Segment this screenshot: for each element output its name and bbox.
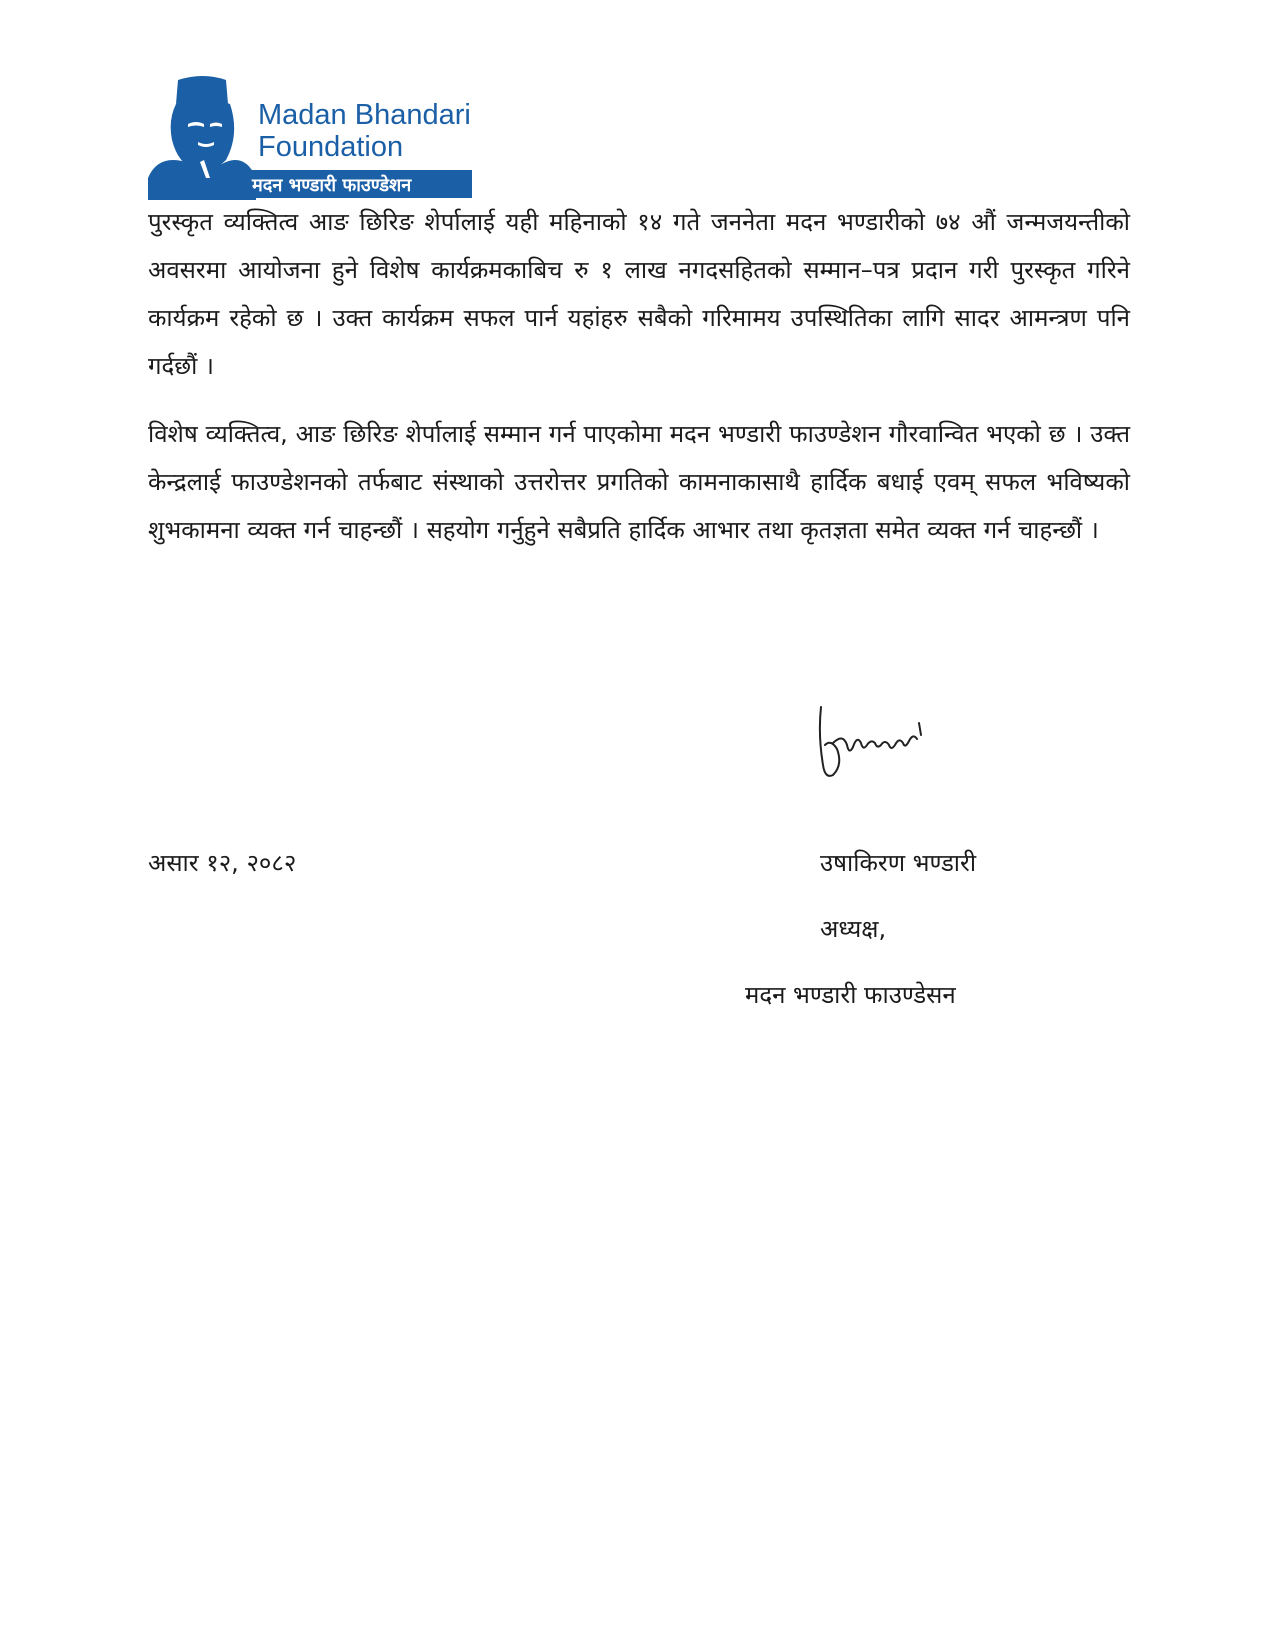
logo-name-line2: Foundation	[258, 131, 404, 163]
signer-name: उषाकिरण भण्डारी	[820, 849, 977, 877]
paragraph-invitation: पुरस्कृत व्यक्तित्व आङ छिरिङ शेर्पालाई यही महिनाको १४ गते जननेता मदन भण्डारीको ७४ औं जन्मजयन्तीको अवसरमा आयोजना हुने विशेष कार्यक्रमकाबिच रु १ लाख नगदसहितको सम्मान–पत्र प्रदान गरी पुरस्कृत गरिने कार्यक्रम रहेको छ । उक्त कार्यक्रम सफल पार्न यहांहरु सबैको गरिमामय उपस्थितिका लागि सादर आमन्त्रण पनि गर्दछौं ।	[148, 208, 1130, 380]
letter-date: असार १२, २०८२	[148, 849, 297, 877]
handwritten-signature	[815, 705, 930, 783]
portrait-silhouette-icon	[148, 76, 256, 200]
paragraph-congratulation: विशेष व्यक्तित्व, आङ छिरिङ शेर्पालाई सम्मान गर्न पाएकोमा मदन भण्डारी फाउण्डेशन गौरवान्वित भएको छ । उक्त केन्द्रलाई फाउण्डेशनको तर्फबाट संस्थाको उत्तरोत्तर प्रगतिको कामनाकासाथै हार्दिक बधाई एवम् सफल भविष्यको शुभकामना व्यक्त गर्न चाहन्छौं । सहयोग गर्नुहुने सबैप्रति हार्दिक आभार तथा कृतज्ञता समेत व्यक्त गर्न चाहन्छौं ।	[148, 420, 1130, 544]
logo-name-nepali: मदन भण्डारी फाउण्डेशन	[252, 175, 412, 196]
signer-organization: मदन भण्डारी फाउण्डेसन	[745, 981, 956, 1009]
signer-title: अध्यक्ष,	[820, 915, 887, 943]
foundation-logo	[148, 74, 490, 200]
letter-body	[148, 198, 1130, 574]
logo-name-line1: Madan Bhandari	[258, 99, 471, 131]
